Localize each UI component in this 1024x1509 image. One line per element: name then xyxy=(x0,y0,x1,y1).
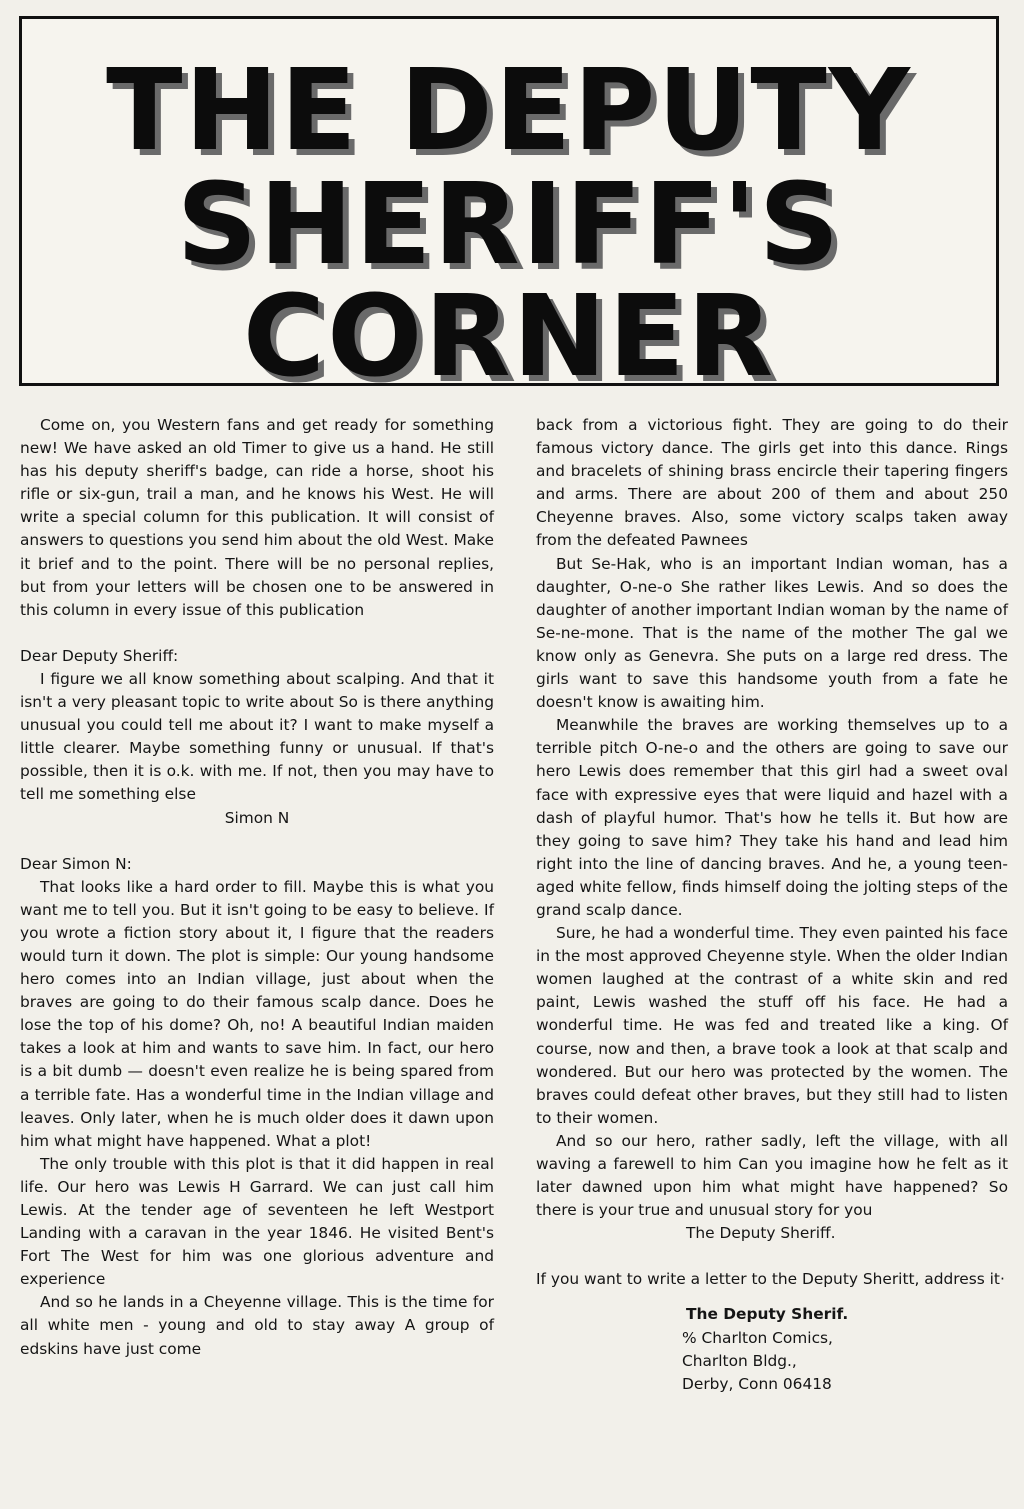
story-signature: The Deputy Sheriff. xyxy=(686,1224,836,1243)
story-paragraph-4: Sure, he had a wonderful time. They even painted his face in the most approved Cheyenne style. When the older Indian women laughed at the contrast of a white skin and red paint, Lewis washed the stuff off his face. He had a wonderful time. He was fed and treated like a king. Of course, now and then, a brave took a look at that scalp and wondered. But our hero was protected by the women. The braves could defeat other braves, but they still had to listen to their women. xyxy=(536,924,1008,1127)
address-name: The Deputy Sherif. xyxy=(686,1305,849,1324)
address-line-2: Charlton Bldg., xyxy=(682,1351,797,1370)
title-line-1: THE DEPUTY xyxy=(106,46,912,176)
story-paragraph-1: back from a victorious fight. They are going to do their famous victory dance. The girls get into this dance. Rings and bracelets of shining brass encircle their tapering fingers and arms. There are about 200 of them and about 250 Cheyenne braves. Also, some victory scalps taken away from the defeated Pawnees xyxy=(536,416,1008,550)
reply-salutation: Dear Simon N: xyxy=(20,854,132,873)
reply-paragraph-2: The only trouble with this plot is that it did happen in real life. Our hero was Lewis H Garrard. We can just call him Lewis. At the tender age of seventeen he left Westport Landing with a caravan in the year 1846. He visited Bent's Fort The West for him was one glorious adventure and experience xyxy=(20,1154,494,1289)
story-paragraph-3: Meanwhile the braves are working themselves up to a terrible pitch O-ne-o and the others are going to save our hero Lewis does remember that this girl had a sweet oval face with expressive eyes that were liquid and hazel with a dash of playful humor. That's how he tells it. But how are they going to save him? They take his hand and lead him right into the line of dancing braves. And he, a young teen-aged white fellow, finds himself doing the jolting steps of the grand scalp dance. xyxy=(536,716,1008,919)
story-paragraph-2: But Se-Hak, who is an important Indian woman, has a daughter, O-ne-o She rather likes Lewis. And so does the daughter of another important Indian woman by the name of Se-ne-mone. That is the name of the mother The gal we know only as Genevra. She puts on a large red dress. The girls want to save this handsome youth from a fate he doesn't know is awaiting him. xyxy=(536,554,1008,712)
letter-salutation: Dear Deputy Sheriff: xyxy=(20,646,179,665)
write-note: If you want to write a letter to the Deputy Sheritt, address it· xyxy=(536,1270,1005,1289)
reply-paragraph-1: That looks like a hard order to fill. Maybe this is what you want me to tell you. But it isn't going to be easy to believe. If you wrote a fiction story about it, I figure that the readers would turn it down. The plot is simple: Our young handsome hero comes into an Indian village, just about when the braves are going to do their famous scalp dance. Does he lose the top of his dome? Oh, no! A beautiful Indian maiden takes a look at him and wants to save him. In fact, our hero is a bit dumb — doesn't even realize he is being spared from a terrible fate. Has a wonderful time in the Indian village and leaves. Only later, when he is much older does it dawn upon him what might have happened. What a plot! xyxy=(20,877,494,1150)
title-box xyxy=(19,16,999,402)
right-column xyxy=(536,414,1008,1396)
address-line-3: Derby, Conn 06418 xyxy=(682,1374,832,1393)
story-paragraph-5: And so our hero, rather sadly, left the village, with all waving a farewell to him Can you imagine how he felt as it later dawned upon him what might have happened? So there is your true and unusual story for you xyxy=(536,1131,1008,1220)
address-line-1: % Charlton Comics, xyxy=(682,1328,833,1347)
reply-paragraph-3: And so he lands in a Cheyenne village. This is the time for all white men - young and old to stay away A group of edskins have just come xyxy=(20,1293,494,1358)
letter-signature: Simon N xyxy=(224,808,290,827)
left-column xyxy=(20,414,494,1361)
title-line-2: SHERIFF'S xyxy=(176,160,842,290)
title-line-3: CORNER xyxy=(242,272,776,402)
letter-body: I figure we all know something about scalping. And that it isn't a very pleasant topic to write about So is there anything unusual you could tell me about it? I want to make myself a little clearer. Maybe something funny or unusual. If that's possible, then it is o.k. with me. If not, then you may have to tell me something else xyxy=(20,669,494,804)
intro-paragraph: Come on, you Western fans and get ready for something new! We have asked an old Timer to give us a hand. He still has his deputy sheriff's badge, can ride a horse, shoot his rifle or six-gun, trail a man, and he knows his West. He will write a special column for this publication. It will consist of answers to questions you send him about the old West. Make it brief and to the point. There will be no personal replies, but from your letters will be chosen one to be answered in this column in every issue of this publication xyxy=(20,416,494,619)
